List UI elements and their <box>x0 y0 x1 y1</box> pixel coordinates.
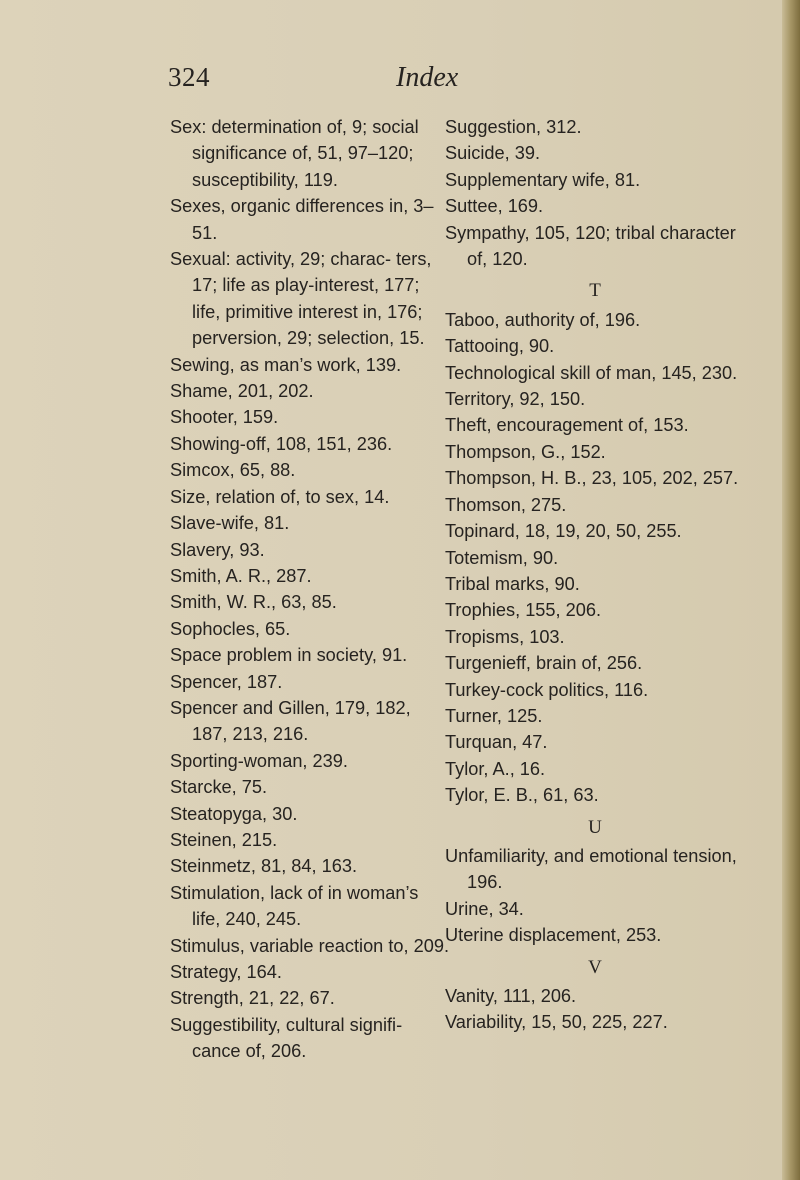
index-entry: Thompson, H. B., 23, 105, 202, 257. <box>445 468 739 489</box>
index-entry: Tribal marks, 90. <box>445 573 580 594</box>
index-entry: Steinen, 215. <box>170 829 278 850</box>
index-entry: Shooter, 159. <box>170 407 279 428</box>
index-entry: Totemism, 90. <box>445 547 559 568</box>
index-entry: Stimulus, variable reaction to, 209. <box>170 935 450 956</box>
index-entry: Sexes, organic differences in, 3–51. <box>170 196 434 243</box>
index-entry: Sexual: activity, 29; charac- ters, 17; life as play-interest, 177; life, primitive interest in, 176; perversion, 29; selection, 15. <box>170 249 432 349</box>
index-entry: Smith, A. R., 287. <box>170 565 312 586</box>
index-entry: Suggestibility, cultural signifi- cance of, 206. <box>170 1014 403 1062</box>
index-entry: Tropisms, 103. <box>445 626 565 647</box>
index-entry: Suicide, 39. <box>445 143 541 164</box>
index-entry: Territory, 92, 150. <box>445 389 586 410</box>
index-entry: Tylor, A., 16. <box>445 758 546 779</box>
running-head: Index <box>396 62 459 93</box>
index-entry: Suttee, 169. <box>445 196 544 217</box>
page-edge <box>782 0 800 1180</box>
index-entry: Showing-off, 108, 151, 236. <box>170 433 393 454</box>
index-entry: Smith, W. R., 63, 85. <box>170 592 337 613</box>
index-entry: Theft, encouragement of, 153. <box>445 415 689 436</box>
index-column-right <box>445 114 745 1036</box>
index-entry: Sympathy, 105, 120; tribal character of, 120. <box>445 222 736 270</box>
index-entry: Simcox, 65, 88. <box>170 460 296 481</box>
index-entry: Taboo, authority of, 196. <box>445 309 641 330</box>
index-entry: Thomson, 275. <box>445 494 567 515</box>
index-entry: Variability, 15, 50, 225, 227. <box>445 1012 668 1033</box>
section-letter-v: V <box>588 956 602 978</box>
index-entry: Tattooing, 90. <box>445 336 555 357</box>
index-entry: Turgenieff, brain of, 256. <box>445 653 643 674</box>
index-entry: Sewing, as man’s work, 139. <box>170 354 402 375</box>
index-entry: Suggestion, 312. <box>445 117 582 137</box>
index-entry: Supplementary wife, 81. <box>445 169 641 190</box>
index-entry: Strategy, 164. <box>170 962 282 982</box>
index-entry: Shame, 201, 202. <box>170 381 314 402</box>
index-entry: Strength, 21, 22, 67. <box>170 988 335 1009</box>
index-entry: Space problem in society, 91. <box>170 645 408 666</box>
index-entry: Trophies, 155, 206. <box>445 600 602 621</box>
index-entry: Spencer, 187. <box>170 671 283 692</box>
index-entry: Tylor, E. B., 61, 63. <box>445 785 599 806</box>
index-entry: Sex: determination of, 9; social significance of, 51, 97–120; susceptibility, 119. <box>170 117 419 190</box>
index-entry: Turquan, 47. <box>445 732 548 753</box>
index-entry: Vanity, 111, 206. <box>445 986 577 1006</box>
index-entry: Urine, 34. <box>445 898 524 919</box>
index-entry: Size, relation of, to sex, 14. <box>170 486 390 507</box>
index-entry: Sporting-woman, 239. <box>170 750 348 771</box>
section-letter-u: U <box>588 816 602 838</box>
section-letter-t: T <box>589 280 601 302</box>
page-number: 324 <box>168 62 210 92</box>
index-column-left <box>170 114 450 1065</box>
index-entry: Spencer and Gillen, 179, 182, 187, 213, 216. <box>170 697 411 745</box>
index-entry: Unfamiliarity, and emotional tension, 196. <box>445 845 737 893</box>
index-entry: Stimulation, lack of in woman’s life, 240, 245. <box>170 882 419 930</box>
index-entry: Steinmetz, 81, 84, 163. <box>170 856 358 877</box>
index-entry: Slave-wife, 81. <box>170 513 290 534</box>
index-entry: Topinard, 18, 19, 20, 50, 255. <box>445 521 682 542</box>
index-entry: Starcke, 75. <box>170 777 268 798</box>
page-header <box>0 62 784 102</box>
index-entry: Technological skill of man, 145, 230. <box>445 362 738 383</box>
index-entry: Sophocles, 65. <box>170 618 291 639</box>
index-entry: Uterine displacement, 253. <box>445 925 662 946</box>
index-entry: Steatopyga, 30. <box>170 803 298 824</box>
index-entry: Turner, 125. <box>445 705 543 726</box>
index-entry: Turkey-cock politics, 116. <box>445 679 649 700</box>
index-entry: Slavery, 93. <box>170 539 265 560</box>
index-entry: Thompson, G., 152. <box>445 441 606 462</box>
